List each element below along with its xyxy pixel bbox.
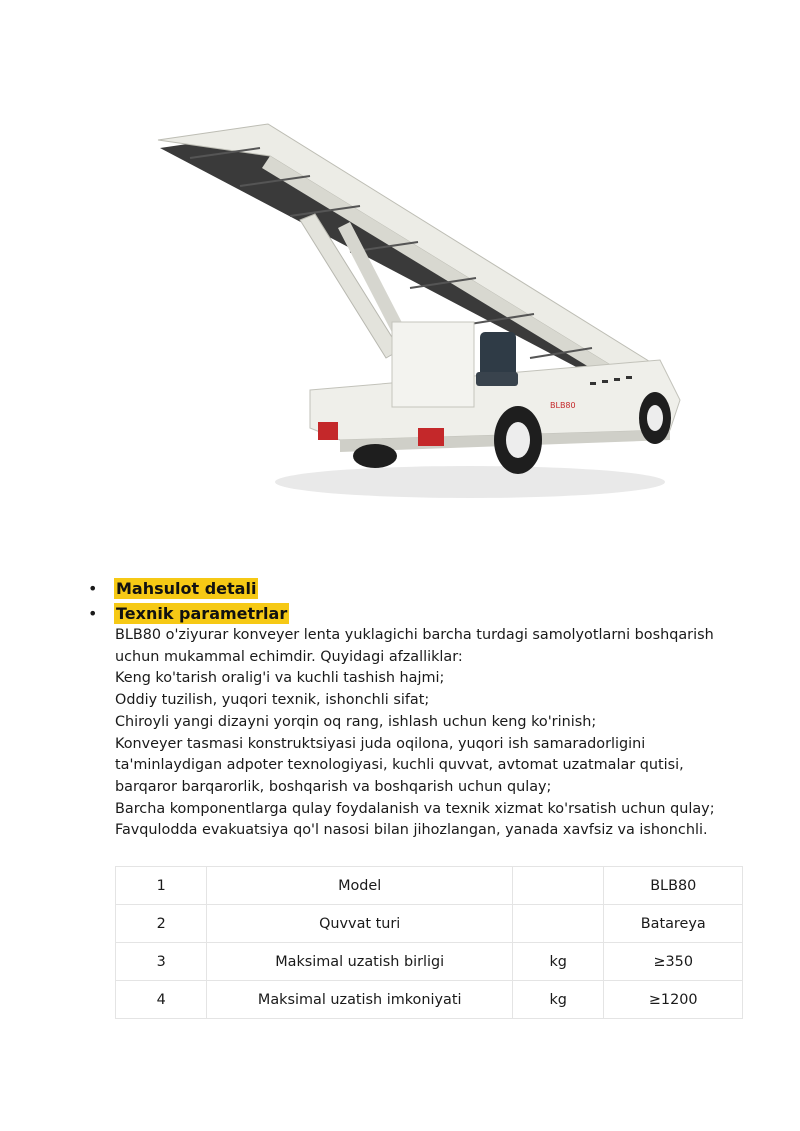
description-line: ta'minlaydigan adpoter texnologiyasi, kuchli quvvat, avtomat uzatmalar qutisi,: [115, 757, 684, 774]
product-description: [115, 625, 735, 842]
heading-product-detail: Mahsulot detali: [116, 579, 257, 598]
description-line: Konveyer tasmasi konstruktsiyasi juda oqilona, yuqori ish samaradorligini: [115, 735, 646, 752]
section-bullets: [88, 576, 289, 626]
conveyor-belt-loader-illustration: [150, 110, 690, 510]
description-line: BLB80 o'ziyurar konveyer lenta yuklagichi barcha turdagi samolyotlarni boshqarish: [115, 627, 714, 643]
table-row: [116, 981, 743, 1019]
unit-cell: kg: [512, 981, 604, 1019]
parameter-cell: Maksimal uzatish imkoniyati: [207, 981, 512, 1019]
value-cell: BLB80: [604, 867, 743, 905]
specifications-table: [115, 866, 743, 1019]
product-image: [150, 110, 690, 510]
parameter-cell: Model: [207, 867, 512, 905]
bullet-product-detail: [88, 576, 289, 601]
parameter-cell: Quvvat turi: [207, 905, 512, 943]
description-line: Oddiy tuzilish, yuqori texnik, ishonchli sifat;: [115, 692, 430, 709]
parameter-cell: Maksimal uzatish birligi: [207, 943, 512, 981]
unit-cell: [512, 867, 604, 905]
description-line: uchun mukammal echimdir. Quyidagi afzalliklar:: [115, 648, 463, 665]
unit-cell: kg: [512, 943, 604, 981]
bullet-technical-params: [88, 601, 289, 626]
description-line: Barcha komponentlarga qulay foydalanish va texnik xizmat ko'rsatish uchun qulay;: [115, 800, 715, 817]
table-row: [116, 943, 743, 981]
vehicle-badge: BLB80: [550, 401, 576, 410]
row-number-cell: 2: [116, 905, 207, 943]
description-line: Chiroyli yangi dizayni yorqin oq rang, ishlash uchun keng ko'rinish;: [115, 713, 597, 730]
value-cell: Batareya: [604, 905, 743, 943]
table-row: [116, 905, 743, 943]
heading-technical-params: Texnik parametrlar: [116, 604, 288, 623]
value-cell: ≥350: [604, 943, 743, 981]
value-cell: ≥1200: [604, 981, 743, 1019]
row-number-cell: 1: [116, 867, 207, 905]
row-number-cell: 3: [116, 943, 207, 981]
unit-cell: [512, 905, 604, 943]
row-number-cell: 4: [116, 981, 207, 1019]
description-line: Keng ko'tarish oralig'i va kuchli tashish hajmi;: [115, 670, 445, 687]
table-row: [116, 867, 743, 905]
description-line: barqaror barqarorlik, boshqarish va boshqarish uchun qulay;: [115, 778, 552, 795]
description-line: Favqulodda evakuatsiya qo'l nasosi bilan jihozlangan, yanada xavfsiz va ishonchli.: [115, 822, 708, 839]
